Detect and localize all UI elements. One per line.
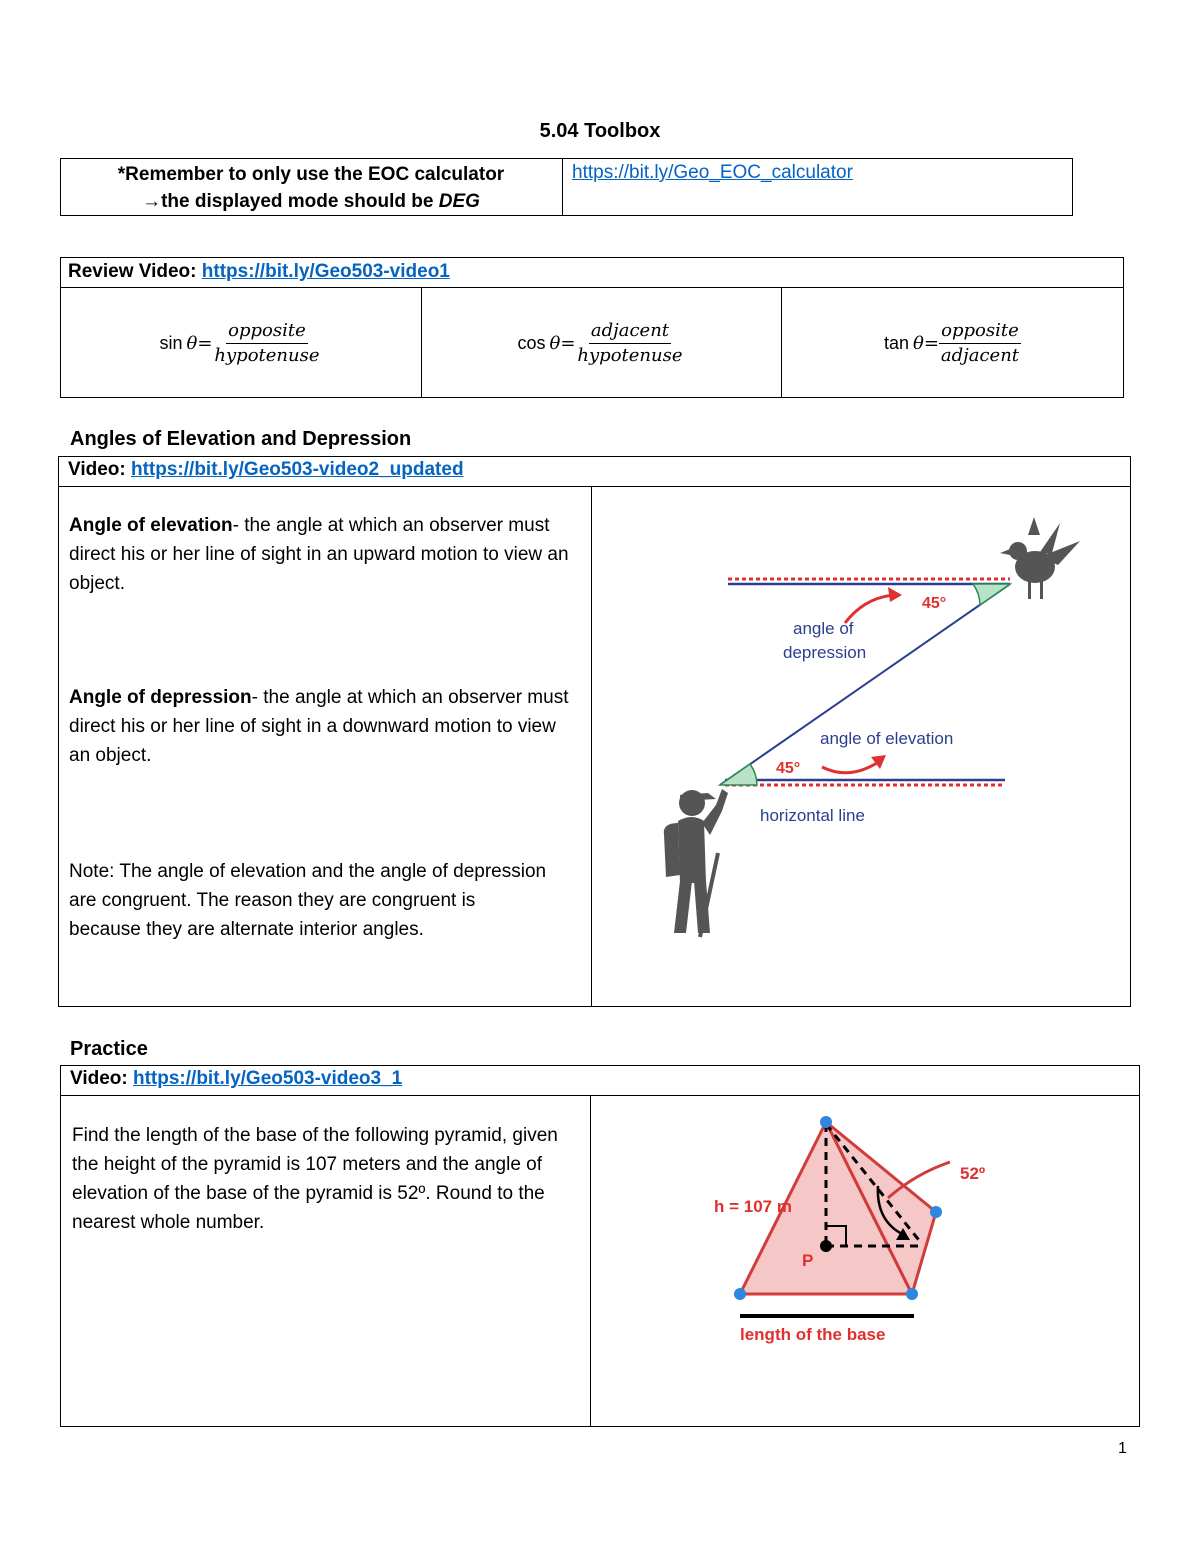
elevation-arrow bbox=[822, 761, 880, 773]
elevation-depression-diagram bbox=[640, 505, 1100, 945]
cos-formula bbox=[421, 320, 781, 367]
sin-fn: sin bbox=[159, 333, 183, 353]
bird-icon bbox=[1000, 517, 1080, 599]
practice-problem: Find the length of the base of the following pyramid, given the height of the pyramid is 107 meters and the angle of elevation of the base of the pyramid is 52º. Round to the nearest whole number. bbox=[72, 1125, 558, 1233]
cos-theta: θ bbox=[549, 333, 561, 354]
horizontal-label: horizontal line bbox=[760, 806, 865, 825]
review-video-header bbox=[68, 261, 450, 283]
congruence-note: Note: The angle of elevation and the angle of depression are congruent. The reason they are congruent is because they are alternate interior angles. bbox=[69, 861, 547, 940]
tan-numerator: opposite bbox=[939, 320, 1021, 344]
elevation-label: angle of elevation bbox=[820, 729, 954, 748]
calculator-mode: DEG bbox=[438, 191, 480, 212]
base-length-label: length of the base bbox=[740, 1325, 886, 1344]
calculator-note-line2: →the displayed mode should be DEG bbox=[142, 191, 480, 212]
height-label: h = 107 m bbox=[714, 1197, 792, 1216]
elevation-term: Angle of elevation bbox=[69, 515, 233, 536]
base-back-vertex bbox=[930, 1206, 942, 1218]
angles-video-label: Video: bbox=[68, 459, 131, 480]
sin-numerator: opposite bbox=[226, 320, 308, 344]
sin-theta: θ bbox=[186, 333, 198, 354]
base-right-vertex bbox=[906, 1288, 918, 1300]
cos-fn: cos bbox=[517, 333, 546, 353]
page-number: 1 bbox=[1118, 1440, 1127, 1457]
bottom-angle-label: 45° bbox=[776, 760, 801, 777]
tan-eq: = bbox=[923, 333, 939, 354]
practice-heading: Practice bbox=[70, 1038, 148, 1060]
angles-header-divider bbox=[58, 486, 1131, 487]
practice-video-link[interactable]: https://bit.ly/Geo503-video3_1 bbox=[133, 1068, 403, 1089]
angle-label: 52º bbox=[960, 1164, 986, 1183]
angles-video-header bbox=[68, 459, 464, 481]
apex-vertex bbox=[820, 1116, 832, 1128]
tan-fraction bbox=[939, 320, 1021, 367]
tan-theta: θ bbox=[912, 333, 924, 354]
line-of-sight bbox=[720, 584, 1010, 785]
cos-denominator: hypotenuse bbox=[577, 345, 683, 366]
tan-formula bbox=[781, 320, 1124, 367]
bottom-angle-wedge bbox=[720, 764, 757, 785]
hiker-icon bbox=[664, 789, 728, 937]
page-title: 5.04 Toolbox bbox=[539, 120, 661, 142]
review-video-link[interactable]: https://bit.ly/Geo503-video1 bbox=[201, 261, 450, 282]
elevation-def: - the angle at which an observer must direct his or her line of sight in an upward motion to view an object. bbox=[69, 515, 569, 594]
calculator-note bbox=[62, 161, 560, 215]
center-point bbox=[820, 1240, 832, 1252]
practice-header-divider bbox=[60, 1095, 1140, 1096]
sin-fraction bbox=[212, 320, 321, 367]
sin-eq: = bbox=[197, 333, 213, 354]
depression-def: - the angle at which an observer must direct his or her line of sight in a downward motion to view an object. bbox=[69, 687, 569, 766]
cos-fraction bbox=[575, 320, 684, 367]
point-label: P bbox=[802, 1251, 814, 1270]
depression-term: Angle of depression bbox=[69, 687, 252, 708]
elevation-definition bbox=[69, 511, 579, 598]
cos-eq: = bbox=[560, 333, 576, 354]
sin-formula bbox=[60, 320, 421, 367]
tan-fn: tan bbox=[883, 333, 909, 353]
depression-definition bbox=[69, 683, 579, 770]
top-angle-wedge bbox=[973, 584, 1010, 605]
sin-denominator: hypotenuse bbox=[214, 345, 320, 366]
pyramid-diagram bbox=[700, 1110, 1020, 1350]
top-angle-label: 45° bbox=[922, 595, 947, 612]
calculator-divider bbox=[562, 158, 563, 216]
practice-video-label: Video: bbox=[70, 1068, 133, 1089]
practice-col-divider bbox=[590, 1095, 591, 1427]
review-header-divider bbox=[60, 287, 1124, 288]
tan-denominator: adjacent bbox=[940, 345, 1020, 366]
angles-heading: Angles of Elevation and Depression bbox=[70, 428, 412, 450]
depression-label-line2: depression bbox=[783, 643, 867, 662]
cos-numerator: adjacent bbox=[589, 320, 671, 344]
base-left-vertex bbox=[734, 1288, 746, 1300]
calculator-link[interactable]: https://bit.ly/Geo_EOC_calculator bbox=[572, 162, 853, 183]
angles-video-link[interactable]: https://bit.ly/Geo503-video2_updated bbox=[131, 459, 464, 480]
elevation-arrowhead bbox=[871, 755, 886, 769]
calculator-note-line1: *Remember to only use the EOC calculator bbox=[117, 164, 505, 185]
angles-col-divider bbox=[591, 486, 592, 1007]
review-video-label: Review Video: bbox=[68, 261, 202, 282]
depression-label-line1: angle of bbox=[793, 619, 854, 638]
depression-arrowhead bbox=[888, 587, 902, 602]
practice-video-header bbox=[70, 1068, 402, 1090]
